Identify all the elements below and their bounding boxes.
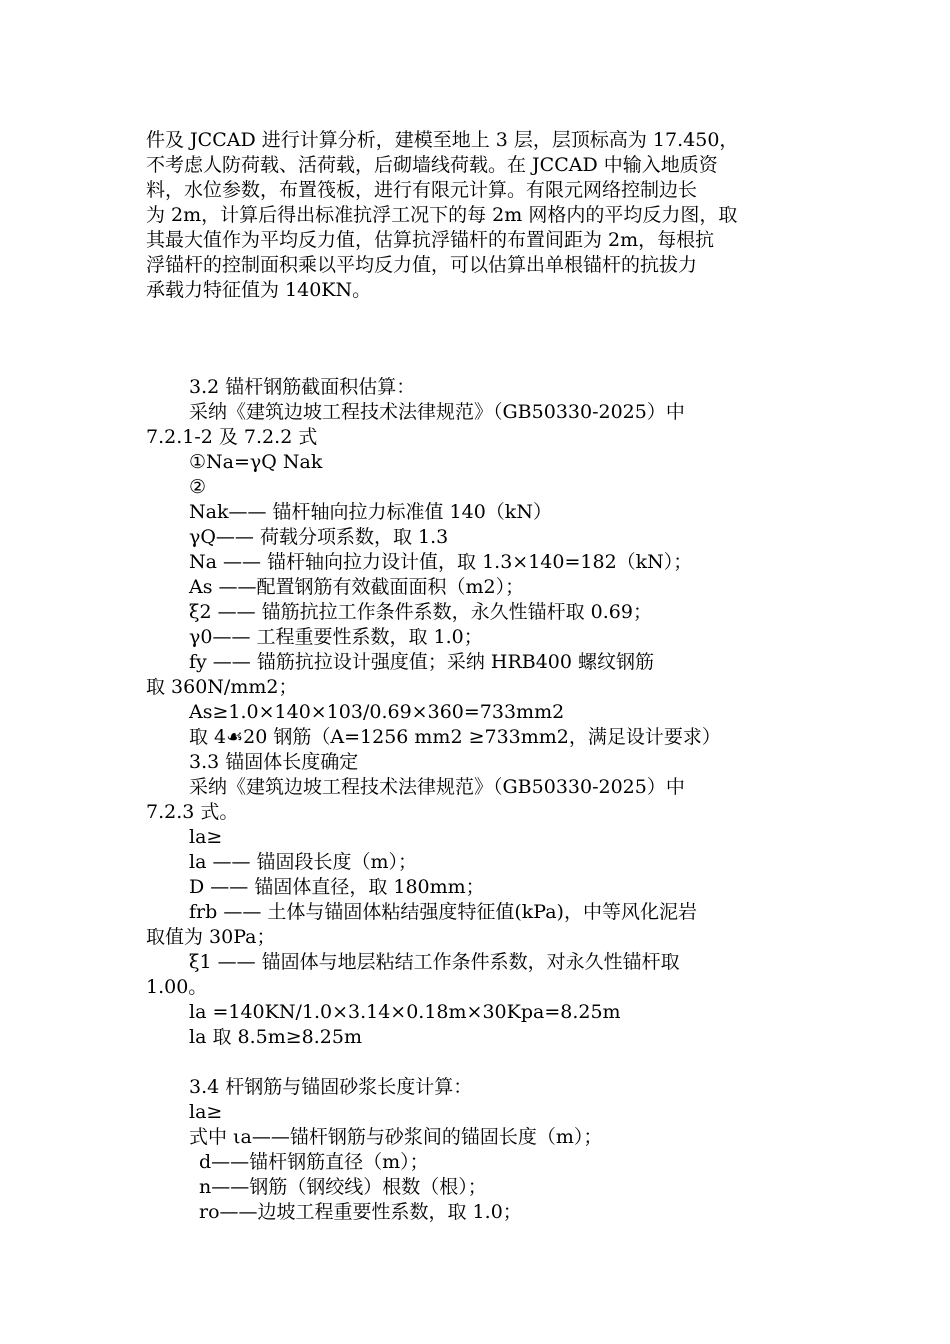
definition-line: 式中 ιa——锚杆钢筋与砂浆间的锚固长度（m）； [189,1126,603,1148]
definition-line: As ——配置钢筋有效截面面积（m2）； [189,576,525,598]
calculation-line: la =140KN/1.0×3.14×0.18m×30Kpa=8.25m [189,1001,621,1023]
calculation-line: 取 4☙20 钢筋（A=1256 mm2 ≥733mm2，满足设计要求） [189,726,721,748]
intro-line: 为 2m，计算后得出标准抗浮工况下的每 2m 网格内的平均反力图，取 [146,204,738,226]
section-line: 采纳《建筑边坡工程技术法律规范》（GB50330-2025）中 [189,776,685,798]
section-heading: 3.2 锚杆钢筋截面积估算： [189,376,416,398]
definition-line: γ0—— 工程重要性系数，取 1.0； [189,626,483,648]
formula-line: ①Na=γQ Nak [189,451,323,473]
definition-line: ξ1 —— 锚固体与地层粘结工作条件系数，对永久性锚杆取 [189,951,680,973]
definition-line: D —— 锚固体直径，取 180mm； [189,876,485,898]
section-line: 采纳《建筑边坡工程技术法律规范》（GB50330-2025）中 [189,401,685,423]
section-line: 7.2.3 式。 [146,801,239,823]
definition-line: 取值为 30Pa； [146,926,276,948]
definition-line: fy —— 锚筋抗拉设计强度值；采纳 HRB400 螺纹钢筋 [189,651,655,673]
calculation-line: As≥1.0×140×103/0.69×360=733mm2 [189,701,565,723]
intro-line: 浮锚杆的控制面积乘以平均反力值，可以估算出单根锚杆的抗拔力 [146,254,698,276]
intro-line: 料，水位参数，布置筏板，进行有限元计算。有限元网络控制边长 [146,179,698,201]
definition-line: frb —— 土体与锚固体粘结强度特征值(kPa)，中等风化泥岩 [189,901,697,923]
definition-line: Nak—— 锚杆轴向拉力标准值 140（kN） [189,501,552,523]
definition-line: 1.00。 [146,976,208,998]
formula-line: la≥ [189,826,223,848]
intro-line: 件及 JCCAD 进行计算分析，建模至地上 3 层，层顶标高为 17.450， [146,129,739,151]
intro-line: 不考虑人防荷载、活荷载，后砌墙线荷载。在 JCCAD 中输入地质资 [146,154,718,176]
definition-line: Na —— 锚杆轴向拉力设计值，取 1.3×140=182（kN）； [189,551,693,573]
definition-line: 取 360N/mm2； [146,676,298,698]
definition-line: ξ2 —— 锚筋抗拉工作条件系数，永久性锚杆取 0.69； [189,601,652,623]
definition-line: d——锚杆钢筋直径（m）； [199,1151,429,1173]
formula-line: la≥ [189,1101,223,1123]
definition-line: la —— 锚固段长度（m）； [189,851,418,873]
section-heading: 3.3 锚固体长度确定 [189,751,359,773]
formula-line: ② [189,476,207,498]
calculation-line: la 取 8.5m≥8.25m [189,1026,362,1048]
section-line: 7.2.1-2 及 7.2.2 式 [146,426,318,448]
intro-line: 其最大值作为平均反力值，估算抗浮锚杆的布置间距为 2m，每根抗 [146,229,715,251]
definition-line: ro——边坡工程重要性系数，取 1.0； [199,1201,522,1223]
intro-line: 承载力特征值为 140KN。 [146,279,372,301]
definition-line: n——钢筋（钢绞线）根数（根）； [199,1176,487,1198]
section-heading: 3.4 杆钢筋与锚固砂浆长度计算： [189,1076,473,1098]
definition-line: γQ—— 荷载分项系数，取 1.3 [189,526,449,548]
